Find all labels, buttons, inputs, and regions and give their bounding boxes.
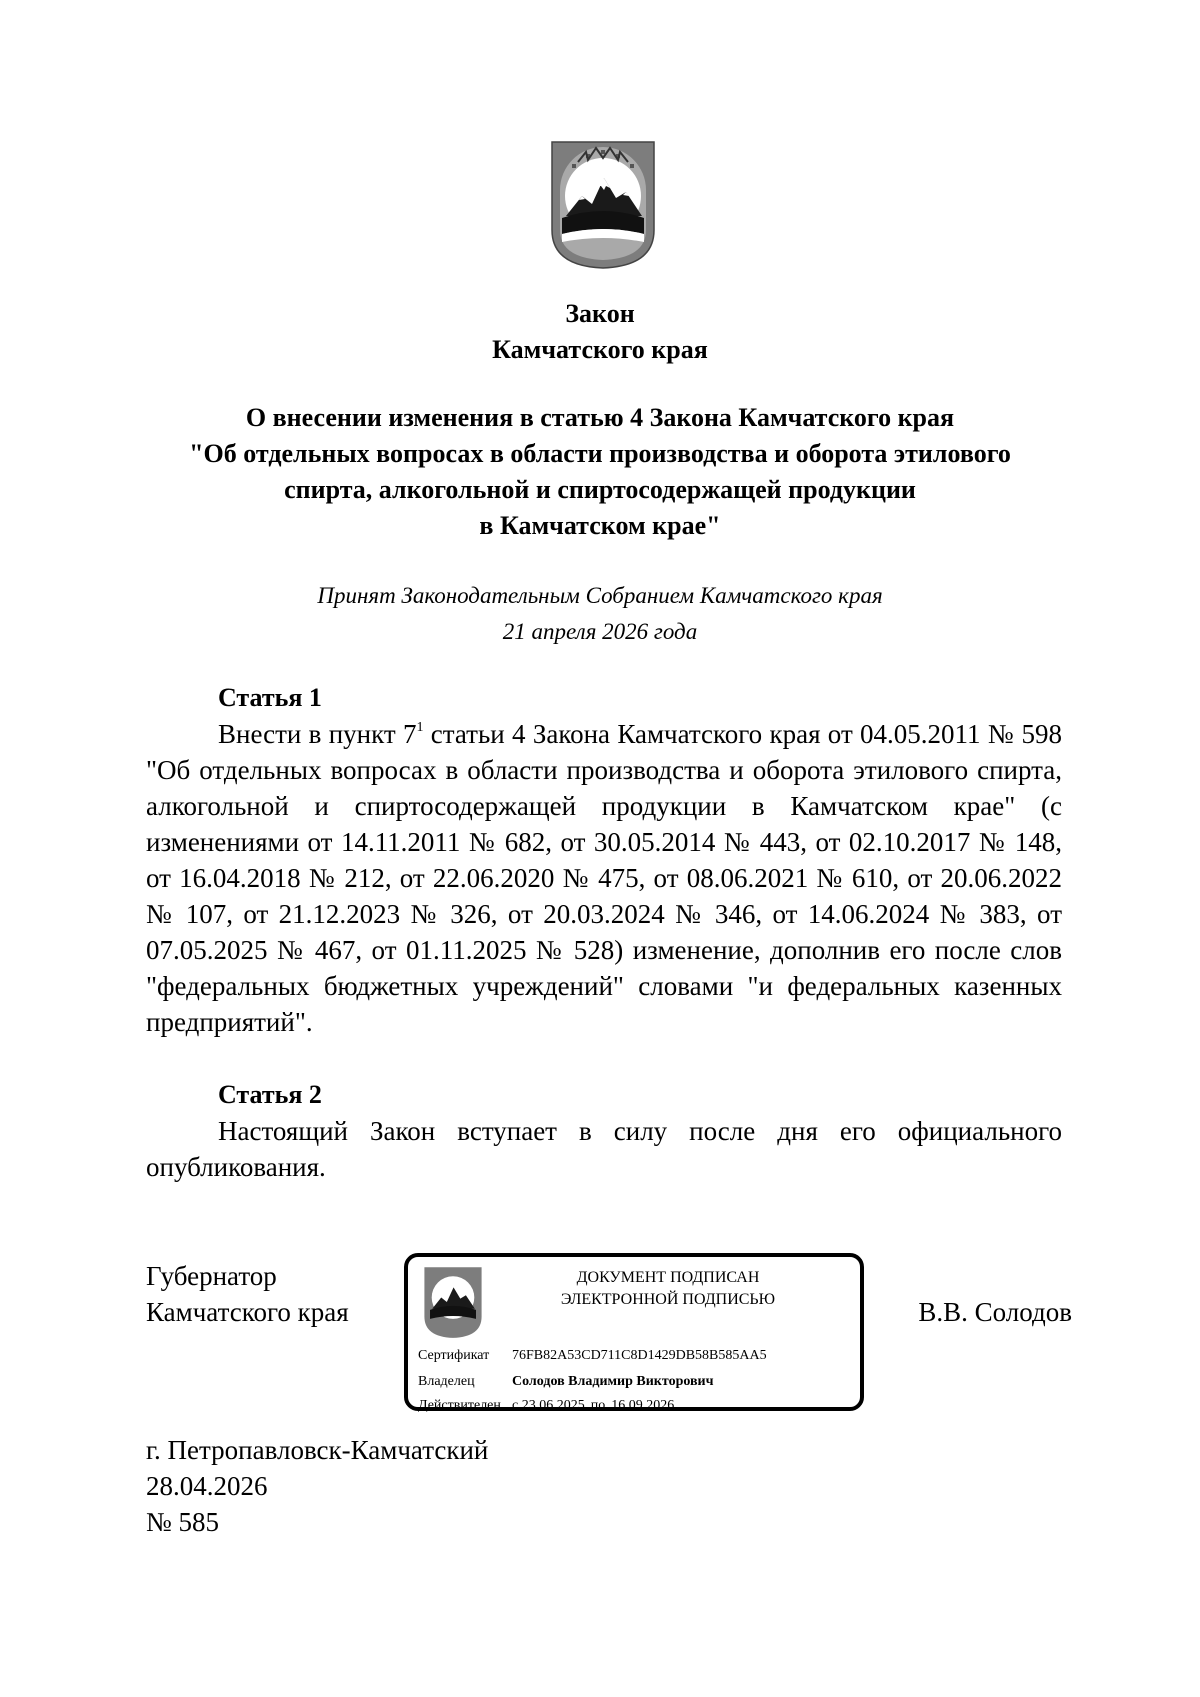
adoption-note (120, 578, 1080, 650)
signatory-position-line1: Губернатор (146, 1261, 277, 1291)
stamp-header-line1: ДОКУМЕНТ ПОДПИСАН (576, 1269, 760, 1286)
signatory-position-line2: Камчатского края (146, 1297, 349, 1327)
law-subject-line3: спирта, алкогольной и спиртосодержащей продукции (284, 475, 916, 504)
stamp-owner-row (418, 1373, 714, 1391)
stamp-certificate-label: Сертификат (418, 1348, 490, 1363)
stamp-valid-to-prefix: по (590, 1398, 606, 1413)
law-title (120, 296, 1080, 368)
coat-of-arms-emblem (548, 138, 658, 270)
stamp-valid-from: 23.06.2025 (521, 1398, 585, 1413)
article-1-superscript: 1 (416, 720, 424, 735)
stamp-emblem-icon (422, 1265, 484, 1339)
law-subject-line4: в Камчатском крае" (479, 511, 721, 540)
place-of-signing: г. Петропавловск-Камчатский (146, 1435, 489, 1465)
stamp-header-line2: ЭЛЕКТРОННОЙ ПОДПИСЬЮ (560, 1291, 776, 1308)
article-1-heading: Статья 1 (218, 683, 322, 712)
law-number: № 585 (146, 1507, 220, 1537)
law-subject-line1: О внесении изменения в статью 4 Закона Камчатского края (245, 403, 955, 432)
law-subject (120, 400, 1080, 544)
stamp-owner-value: Солодов Владимир Викторович (512, 1374, 714, 1389)
stamp-certificate-value: 76FB82A53CD711C8D1429DB58B585AA5 (512, 1348, 767, 1363)
stamp-valid-to: 16.09.2026 (611, 1398, 675, 1413)
signing-date: 28.04.2026 (146, 1471, 268, 1501)
signatory-name: В.В. Солодов (918, 1297, 1072, 1327)
article-1-text-start: Внести в пункт 7 (218, 719, 417, 749)
electronic-signature-stamp (404, 1253, 864, 1411)
law-title-line1: Закон (565, 299, 635, 328)
document-footer (146, 1432, 488, 1540)
article-2-text: Настоящий Закон вступает в силу после дня его официального опубликования. (146, 1116, 1062, 1182)
stamp-valid-from-prefix: с (512, 1398, 519, 1413)
adoption-note-line1: Принят Законодательным Собранием Камчатского края (317, 583, 883, 608)
law-title-line2: Камчатского края (492, 335, 708, 364)
stamp-owner-label: Владелец (418, 1374, 475, 1389)
article-1-text-rest: статьи 4 Закона Камчатского края от 04.05.2011 № 598 "Об отдельных вопросах в области производства и оборота этилового спирта, алкогольной и спиртосодержащей продукции в Камчатском крае" (с изменениями от 14.11.2011 № 682, от 30.05.2014 № 443, от 02.10.2017 № 148, от 16.04.2018 № 212, от 22.06.2020 № 475, от 08.06.2021 № 610, от 20.06.2022 № 107, от 21.12.2023 № 326, от 20.03.2024 № 346, от 14.06.2024 № 383, от 07.05.2025 № 467, от 01.11.2025 № 528) изменение, дополнив его после слов "федеральных бюджетных учреждений" словами "и федеральных казенных предприятий". (146, 719, 1062, 1037)
signatory-position (146, 1258, 349, 1330)
article-2-heading: Статья 2 (218, 1080, 322, 1109)
stamp-validity-row (418, 1397, 674, 1415)
stamp-validity-label: Действителен (418, 1398, 501, 1413)
law-subject-line2: "Об отдельных вопросах в области производства и оборота этилового (189, 439, 1011, 468)
article-1-text (146, 716, 1062, 1040)
adoption-date: 21 апреля 2026 года (502, 619, 698, 644)
stamp-certificate-row (418, 1347, 767, 1365)
